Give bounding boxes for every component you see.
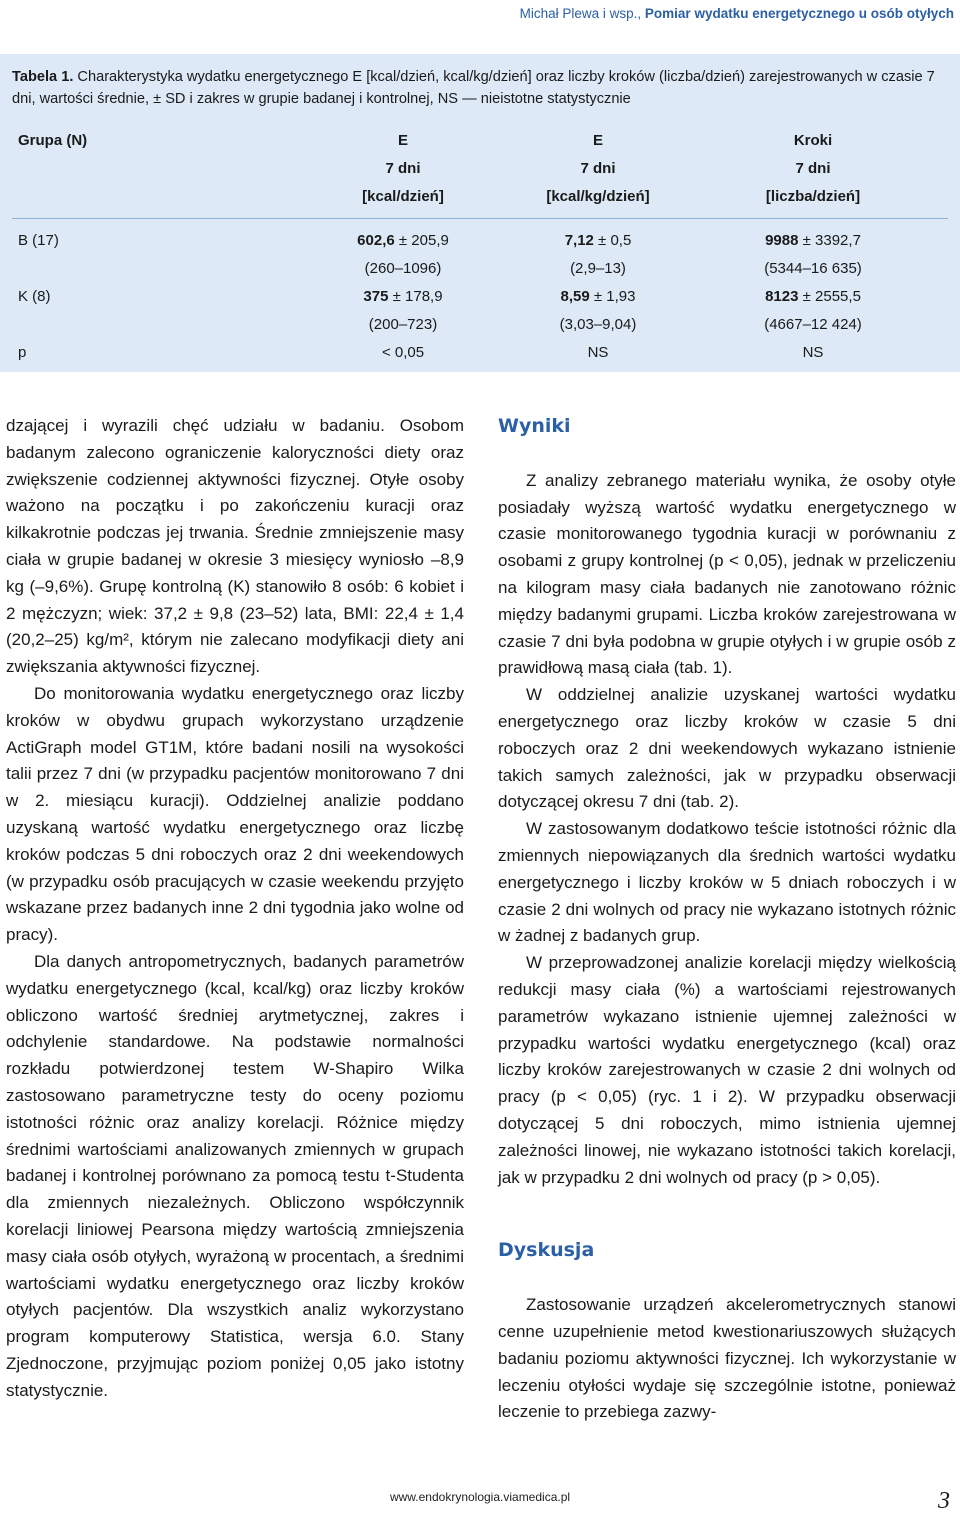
cell-ekg-mean: 8,59	[560, 288, 590, 305]
header-authors: Michał Plewa i wsp.,	[519, 6, 642, 21]
paragraph: dzającej i wyrazili chęć udziału w badaniu. Osobom badanym zalecono ograniczenie kaloryczności diety oraz zwiększenie codziennej aktywności fizycznej. Otyłe osoby ważono na początku i po zakończeniu kuracji oraz kilkakrotnie podczas jej trwania. Średnie zmniejszenie masy ciała w grupie badanej w okresie 3 miesięcy wyniosło –8,9 kg (–9,6%). Grupę kontrolną (K) stanowiło 8 osób: 6 kobiet i 2 mężczyzn; wiek: 37,2 ± 9,8 (23–52) lata, BMI: 22,4 ± 1,4 (20,2–25) kg/m², którym nie zalecano modyfikacji diety ani zwiększania aktywności fizycznej.	[6, 416, 464, 677]
cell-p-e: < 0,05	[381, 344, 425, 361]
cell-e-range: (260–1096)	[364, 260, 442, 277]
col-header-group: Grupa (N)	[18, 132, 88, 149]
page-number: 3	[938, 1488, 950, 1514]
section-title-dyskusja: Dyskusja	[498, 1239, 595, 1262]
paragraph: W oddzielnej analizie uzyskanej wartości wydatku energetycznego oraz liczby kroków w czasie 5 dni roboczych oraz 2 dni weekendowych wykazano istnienie takich samych zależności, jak w przypadku obserwacji dotyczącej okresu 7 dni (tab. 2).	[498, 685, 956, 812]
paragraph: W przeprowadzonej analizie korelacji między wielkością redukcji masy ciała (%) a wartościami rejestrowanych parametrów wykazano istnienie ujemnej zależności w przypadku wartości wydatku energetycznego (kcal) oraz liczby kroków zarejestrowanych w czasie 2 dni wolnych od pracy (p < 0,05) (ryc. 1 i 2). W przypadku obserwacji dotyczącej 5 dni roboczych, mimo istnienia ujemnej zależności linowej, nie wykazano istotności takich korelacji, jak w przypadku 2 dni wolnych od pracy (p > 0,05).	[498, 953, 956, 1187]
cell-steps-mean: 9988	[765, 232, 799, 249]
cell-p-steps: NS	[802, 344, 824, 361]
footer-url: www.endokrynologia.viamedica.pl	[389, 1490, 571, 1504]
paragraph: Z analizy zebranego materiału wynika, że osoby otyłe posiadały wyższą wartość wydatku energetycznego w czasie monitorowanego tygodnia kuracji w porównaniu z osobami z grupy kontrolnej (p < 0,05), jednak w przeliczeniu na kilogram masy ciała badanych nie zanotowano różnic między badanymi grupami. Liczba kroków zarejestrowana w czasie 7 dni była podobna w grupie otyłych i w grupie osób z prawidłową masą ciała (tab. 1).	[498, 470, 956, 678]
col-header-steps: Kroki	[793, 132, 833, 149]
table-1	[0, 54, 960, 372]
table-caption	[12, 66, 952, 110]
table-divider	[12, 218, 948, 219]
col-header-e-period: 7 dni	[385, 160, 421, 177]
cell-e-mean: 602,6	[357, 232, 395, 249]
cell-steps-sd: ± 2555,5	[798, 288, 861, 305]
paragraph: W zastosowanym dodatkowo teście istotności różnic dla zmiennych niepowiązanych dla średnich wartości wydatku energetycznego i liczby kroków w 5 dniach roboczych i w czasie 2 dni wolnych od pracy nie wykazano istotnych różnic w żadnej z badanych grup.	[498, 819, 956, 946]
paragraph: Do monitorowania wydatku energetycznego oraz liczby kroków w obydwu grupach wykorzystano urządzenie ActiGraph model GT1M, które badani nosili na wysokości talii przez 7 dni (w przypadku pacjentów monitorowano 7 dni w 2. miesiącu kuracji). Oddzielnej analizie poddano uzyskaną wartość wydatku energetycznego oraz liczbę kroków podczas 5 dni roboczych oraz 2 dni weekendowych (w przypadku osób pracujących w czasie weekendu przyjęto wskazane przez badanych inne 2 dni tygodnia jako wolne od pracy).	[6, 683, 464, 945]
cell-ekg-range: (3,03–9,04)	[559, 316, 637, 333]
table-label: Tabela 1.	[12, 69, 74, 85]
cell-steps-sd: ± 3392,7	[798, 232, 861, 249]
paragraph: Dla danych antropometrycznych, badanych parametrów wydatku energetycznego (kcal, kcal/kg) oraz liczby kroków obliczono wartość średniej arytmetycznej, zakres i odchylenie standardowe. Na podstawie normalności rozkładu potwierdzonej testem W-Shapiro Wilka zastosowano parametryczne testy do oceny poziomu istotności różnic oraz analizy korelacji. Różnice między średnimi wartościami analizowanych zmiennych w grupach badanej i kontrolnej porównano za pomocą testu t-Studenta dla zmiennych niezależnych. Obliczono współczynnik korelacji liniowej Pearsona między wartością zmniejszenia masy ciała osób otyłych, wyrażoną w procentach, a średnimi wartościami wydatku energetycznego oraz liczby kroków otyłych pacjentów. Dla wszystkich analiz wykorzystano program komputerowy Statistica, wersja 6.0. Stany Zjednoczone, przyjmując poziom poniżej 0,05 jako istotny statystycznie.	[6, 951, 464, 1400]
col-header-e-unit: [kcal/dzień]	[362, 188, 444, 205]
section-title-wyniki: Wyniki	[498, 415, 571, 437]
cell-ekg	[565, 232, 632, 249]
cell-steps-range: (4667–12 424)	[764, 316, 862, 333]
row-group: K (8)	[18, 288, 51, 305]
table-caption-text: Charakterystyka wydatku energetycznego E [kcal/dzień, kcal/kg/dzień] oraz liczby kroków (liczba/dzień) zarejestrowanych w czasie 7 dni, wartości średnie, ± SD i zakres w grupie badanej i kontrolnej, NS — nieistotne statystycznie	[12, 69, 935, 107]
col-header-e: E	[397, 132, 409, 149]
cell-e-sd: ± 178,9	[388, 288, 443, 305]
cell-e	[363, 288, 442, 305]
header-title: Pomiar wydatku energetycznego u osób otyłych	[641, 6, 954, 21]
paragraph: Zastosowanie urządzeń akcelerometrycznych stanowi cenne uzupełnienie metod kwestionariuszowych służących badaniu poziomu aktywności fizycznej. Ich wykorzystanie w leczeniu otyłości wydaje się szczególnie istotne, ponieważ leczenie to przebiega zazwy-	[498, 1295, 956, 1422]
cell-steps-range: (5344–16 635)	[764, 260, 862, 277]
row-p-label: p	[18, 344, 27, 361]
cell-ekg	[561, 288, 636, 305]
cell-e	[357, 232, 449, 249]
col-header-ekg-period: 7 dni	[580, 160, 616, 177]
col-header-ekg-unit: [kcal/kg/dzień]	[546, 188, 650, 205]
cell-e-range: (200–723)	[368, 316, 438, 333]
cell-e-sd: ± 205,9	[394, 232, 449, 249]
right-column	[498, 413, 956, 1426]
cell-ekg-sd: ± 0,5	[593, 232, 632, 249]
col-header-steps-period: 7 dni	[795, 160, 831, 177]
row-group: B (17)	[18, 232, 59, 249]
left-column	[6, 413, 464, 1404]
cell-p-ekg: NS	[587, 344, 609, 361]
running-header	[520, 6, 954, 21]
col-header-steps-unit: [liczba/dzień]	[765, 188, 861, 205]
col-header-ekg: E	[592, 132, 604, 149]
cell-steps-mean: 8123	[765, 288, 799, 305]
cell-e-mean: 375	[363, 288, 389, 305]
cell-steps	[765, 232, 861, 249]
cell-ekg-sd: ± 1,93	[589, 288, 636, 305]
cell-ekg-range: (2,9–13)	[570, 260, 626, 277]
cell-ekg-mean: 7,12	[564, 232, 594, 249]
cell-steps	[765, 288, 861, 305]
